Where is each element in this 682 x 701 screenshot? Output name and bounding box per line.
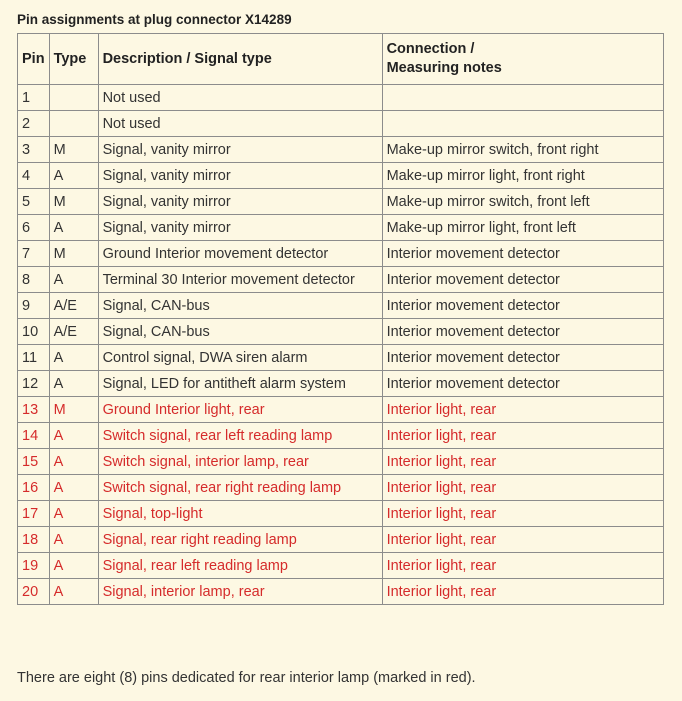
cell-pin: 8: [18, 267, 50, 293]
cell-pin: 14: [18, 423, 50, 449]
cell-description: Signal, top-light: [98, 501, 382, 527]
cell-pin: 4: [18, 163, 50, 189]
cell-type: A/E: [49, 319, 98, 345]
cell-type: M: [49, 189, 98, 215]
cell-description: Signal, CAN-bus: [98, 293, 382, 319]
cell-pin: 3: [18, 137, 50, 163]
cell-pin: 6: [18, 215, 50, 241]
cell-connection: Interior light, rear: [382, 501, 663, 527]
cell-connection: Interior light, rear: [382, 475, 663, 501]
cell-pin: 10: [18, 319, 50, 345]
cell-type: A: [49, 371, 98, 397]
table-row: [18, 371, 664, 397]
cell-connection: Interior movement detector: [382, 241, 663, 267]
cell-description: Signal, vanity mirror: [98, 215, 382, 241]
cell-type: A: [49, 527, 98, 553]
table-row: [18, 423, 664, 449]
cell-connection: Interior movement detector: [382, 319, 663, 345]
table-row: [18, 475, 664, 501]
table-body: [18, 85, 664, 605]
cell-connection: Interior light, rear: [382, 553, 663, 579]
table-row: [18, 501, 664, 527]
cell-pin: 9: [18, 293, 50, 319]
cell-connection: Interior movement detector: [382, 371, 663, 397]
cell-pin: 2: [18, 111, 50, 137]
cell-type: A: [49, 579, 98, 605]
cell-connection: [382, 111, 663, 137]
header-pin: Pin: [18, 34, 50, 85]
cell-description: Switch signal, rear left reading lamp: [98, 423, 382, 449]
table-row: [18, 319, 664, 345]
pin-assignment-table: [17, 33, 664, 605]
cell-description: Signal, vanity mirror: [98, 163, 382, 189]
cell-type: A: [49, 501, 98, 527]
cell-description: Control signal, DWA siren alarm: [98, 345, 382, 371]
table-row: [18, 111, 664, 137]
cell-connection: Make-up mirror switch, front right: [382, 137, 663, 163]
cell-connection: Make-up mirror light, front right: [382, 163, 663, 189]
table-row: [18, 189, 664, 215]
cell-description: Signal, interior lamp, rear: [98, 579, 382, 605]
table-row: [18, 137, 664, 163]
cell-connection: Interior light, rear: [382, 527, 663, 553]
table-row: [18, 163, 664, 189]
cell-description: Signal, CAN-bus: [98, 319, 382, 345]
table-row: [18, 215, 664, 241]
cell-pin: 13: [18, 397, 50, 423]
cell-type: M: [49, 137, 98, 163]
cell-description: Ground Interior light, rear: [98, 397, 382, 423]
cell-type: A/E: [49, 293, 98, 319]
cell-description: Not used: [98, 85, 382, 111]
cell-description: Not used: [98, 111, 382, 137]
cell-type: A: [49, 345, 98, 371]
cell-type: A: [49, 423, 98, 449]
cell-connection: Interior movement detector: [382, 345, 663, 371]
header-connection-line1: Connection /: [386, 41, 475, 57]
cell-connection: Interior light, rear: [382, 423, 663, 449]
cell-type: M: [49, 397, 98, 423]
cell-description: Signal, rear right reading lamp: [98, 527, 382, 553]
table-row: [18, 85, 664, 111]
cell-pin: 20: [18, 579, 50, 605]
header-description: Description / Signal type: [98, 34, 382, 85]
cell-type: A: [49, 163, 98, 189]
cell-pin: 12: [18, 371, 50, 397]
cell-pin: 7: [18, 241, 50, 267]
cell-pin: 19: [18, 553, 50, 579]
table-row: [18, 293, 664, 319]
cell-type: A: [49, 449, 98, 475]
table-header-row: [18, 34, 664, 85]
cell-description: Signal, rear left reading lamp: [98, 553, 382, 579]
cell-connection: Interior movement detector: [382, 293, 663, 319]
cell-pin: 15: [18, 449, 50, 475]
cell-connection: Interior movement detector: [382, 267, 663, 293]
cell-description: Signal, vanity mirror: [98, 189, 382, 215]
cell-pin: 11: [18, 345, 50, 371]
cell-connection: Interior light, rear: [382, 397, 663, 423]
header-connection-line2: Measuring notes: [386, 60, 502, 76]
cell-description: Signal, vanity mirror: [98, 137, 382, 163]
cell-type: A: [49, 475, 98, 501]
table-row: [18, 579, 664, 605]
cell-description: Ground Interior movement detector: [98, 241, 382, 267]
cell-connection: [382, 85, 663, 111]
cell-pin: 1: [18, 85, 50, 111]
cell-type: [49, 111, 98, 137]
header-connection: [382, 34, 663, 85]
cell-description: Terminal 30 Interior movement detector: [98, 267, 382, 293]
cell-type: A: [49, 267, 98, 293]
table-row: [18, 397, 664, 423]
cell-pin: 16: [18, 475, 50, 501]
table-row: [18, 527, 664, 553]
table-row: [18, 449, 664, 475]
cell-connection: Make-up mirror light, front left: [382, 215, 663, 241]
table-row: [18, 241, 664, 267]
header-type: Type: [49, 34, 98, 85]
cell-type: M: [49, 241, 98, 267]
cell-pin: 17: [18, 501, 50, 527]
cell-type: A: [49, 215, 98, 241]
cell-pin: 5: [18, 189, 50, 215]
cell-description: Signal, LED for antitheft alarm system: [98, 371, 382, 397]
cell-connection: Make-up mirror switch, front left: [382, 189, 663, 215]
table-row: [18, 267, 664, 293]
table-title: Pin assignments at plug connector X14289: [17, 12, 292, 27]
cell-connection: Interior light, rear: [382, 579, 663, 605]
cell-connection: Interior light, rear: [382, 449, 663, 475]
cell-description: Switch signal, interior lamp, rear: [98, 449, 382, 475]
footnote: There are eight (8) pins dedicated for rear interior lamp (marked in red).: [17, 670, 476, 686]
cell-type: [49, 85, 98, 111]
cell-pin: 18: [18, 527, 50, 553]
table-row: [18, 345, 664, 371]
cell-type: A: [49, 553, 98, 579]
cell-description: Switch signal, rear right reading lamp: [98, 475, 382, 501]
table-row: [18, 553, 664, 579]
